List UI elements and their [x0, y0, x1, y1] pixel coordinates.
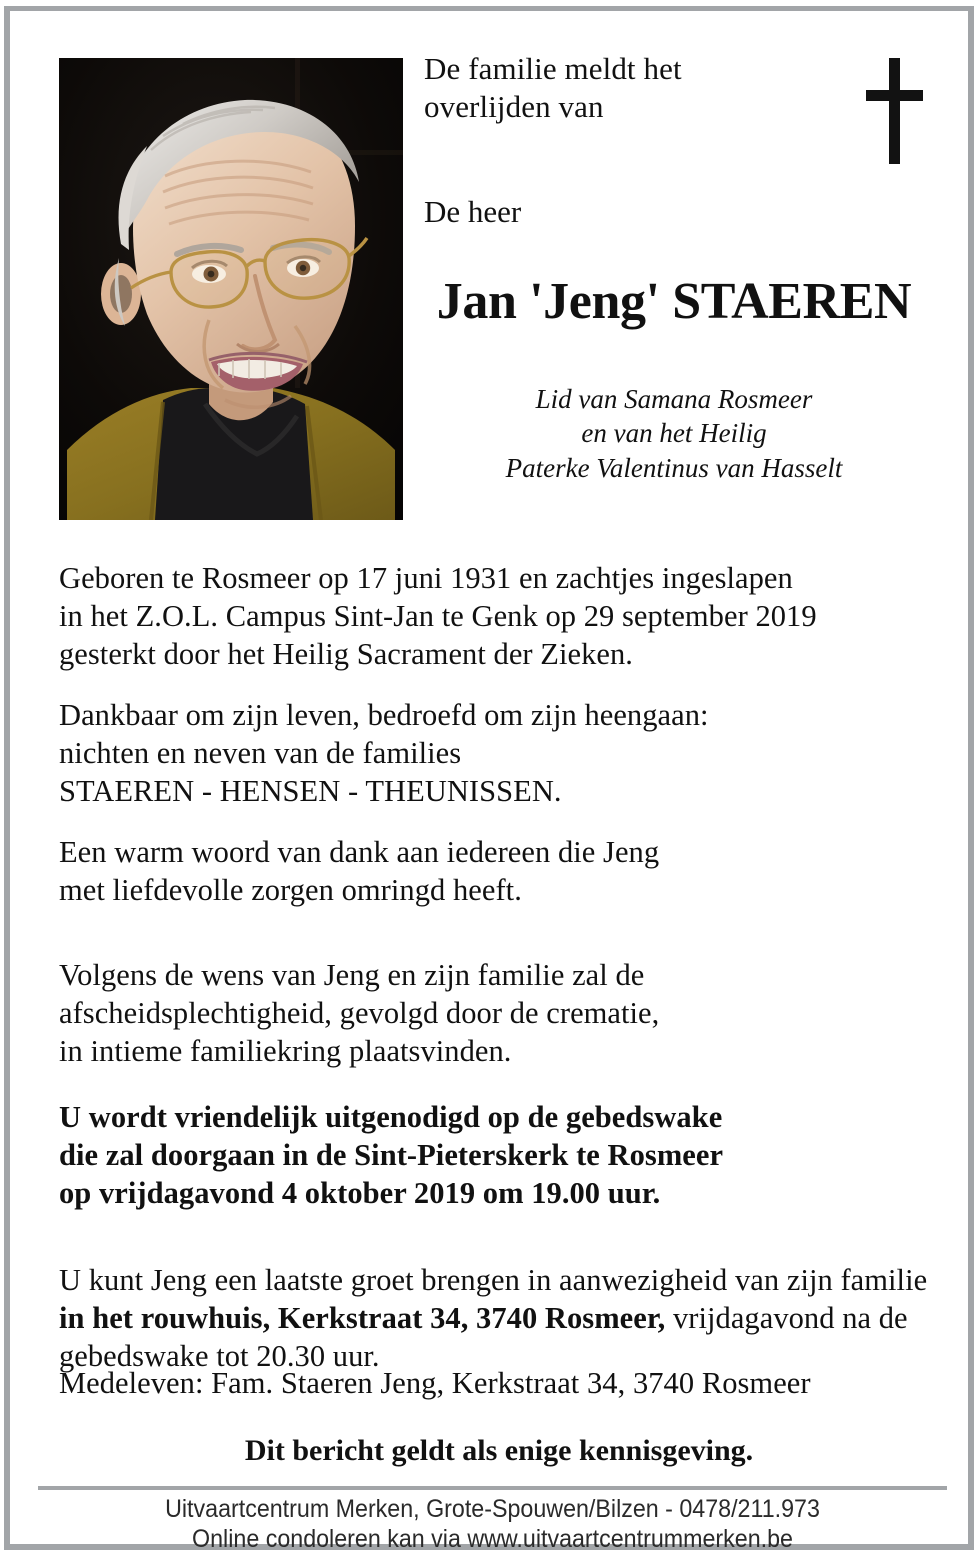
paragraph-thanks — [59, 834, 939, 910]
family-line-2: nichten en neven van de families — [59, 735, 462, 770]
page-border-right — [968, 6, 974, 1550]
portrait-photo-image — [59, 58, 403, 520]
cross-horizontal-bar — [866, 90, 923, 101]
birth-death-line-2: in het Z.O.L. Campus Sint-Jan te Genk op 29 september 2019 — [59, 598, 817, 633]
birth-death-line-1: Geboren te Rosmeer op 17 juni 1931 en zachtjes ingeslapen — [59, 561, 793, 595]
footer — [70, 1494, 915, 1554]
condolence-address-line: Medeleven: Fam. Staeren Jeng, Kerkstraat 34, 3740 Rosmeer — [59, 1366, 811, 1400]
invitation-line-1: U wordt vriendelijk uitgenodigd op de gebedswake — [59, 1100, 723, 1134]
deceased-name: Jan 'Jeng' STAEREN — [436, 273, 912, 330]
invitation-line-2: die zal doorgaan in de Sint-Pieterskerk te Rosmeer — [59, 1137, 724, 1172]
ceremony-line-2: afscheidsplechtigheid, gevolgd door de crematie, — [59, 995, 660, 1030]
paragraph-condolence-address — [59, 1365, 939, 1403]
lead-text — [424, 50, 844, 126]
paragraph-ceremony — [59, 957, 939, 1071]
invitation-line-3: op vrijdagavond 4 oktober 2019 om 19.00 uur. — [59, 1175, 661, 1210]
salutation: De heer — [424, 194, 522, 229]
affiliation-line-3: Paterke Valentinus van Hasselt — [505, 452, 843, 483]
paragraph-visitation — [59, 1262, 939, 1376]
footer-divider — [38, 1486, 947, 1490]
lead-line-1: De familie meldt het — [424, 51, 682, 86]
family-line-1: Dankbaar om zijn leven, bedroefd om zijn heengaan: — [59, 698, 709, 732]
page-border-left — [4, 6, 10, 1550]
affiliation-line-2: en van het Heilig — [581, 418, 767, 449]
notice-tagline: Dit bericht geldt als enige kennisgeving. — [244, 1434, 754, 1467]
ceremony-line-3: in intieme familiekring plaatsvinden. — [59, 1033, 512, 1068]
thanks-line-2: met liefdevolle zorgen omringd heeft. — [59, 872, 522, 907]
visitation-part-2: vrijdagavond na de gebedswake tot 20.30 uur. — [59, 1300, 908, 1373]
family-line-3: STAEREN - HENSEN - THEUNISSEN. — [59, 773, 562, 808]
footer-line-1: Uitvaartcentrum Merken, Grote-Spouwen/Bilzen - 0478/211.973 — [165, 1495, 820, 1523]
paragraph-birth-death — [59, 560, 939, 674]
paragraph-family — [59, 697, 939, 811]
birth-death-line-3: gesterkt door het Heilig Sacrament der Zieken. — [59, 636, 633, 671]
portrait-photo — [59, 58, 403, 520]
lead-line-2: overlijden van — [424, 88, 604, 124]
cross-vertical-bar — [889, 58, 900, 164]
deceased-affiliation — [404, 382, 944, 485]
paragraph-invitation — [59, 1099, 939, 1213]
visitation-address: in het rouwhuis, Kerkstraat 34, 3740 Rosmeer, — [59, 1300, 666, 1335]
thanks-line-1: Een warm woord van dank aan iedereen die Jeng — [59, 835, 660, 869]
ceremony-line-1: Volgens de wens van Jeng en zijn familie zal de — [59, 958, 645, 992]
affiliation-line-1: Lid van Samana Rosmeer — [535, 384, 813, 414]
footer-line-2: Online condoleren kan via www.uitvaartcentrummerken.be — [192, 1525, 793, 1553]
page-border-top — [6, 6, 974, 11]
visitation-text — [59, 1262, 939, 1376]
visitation-part-1: U kunt Jeng een laatste groet brengen in aanwezigheid van zijn familie — [59, 1263, 928, 1297]
